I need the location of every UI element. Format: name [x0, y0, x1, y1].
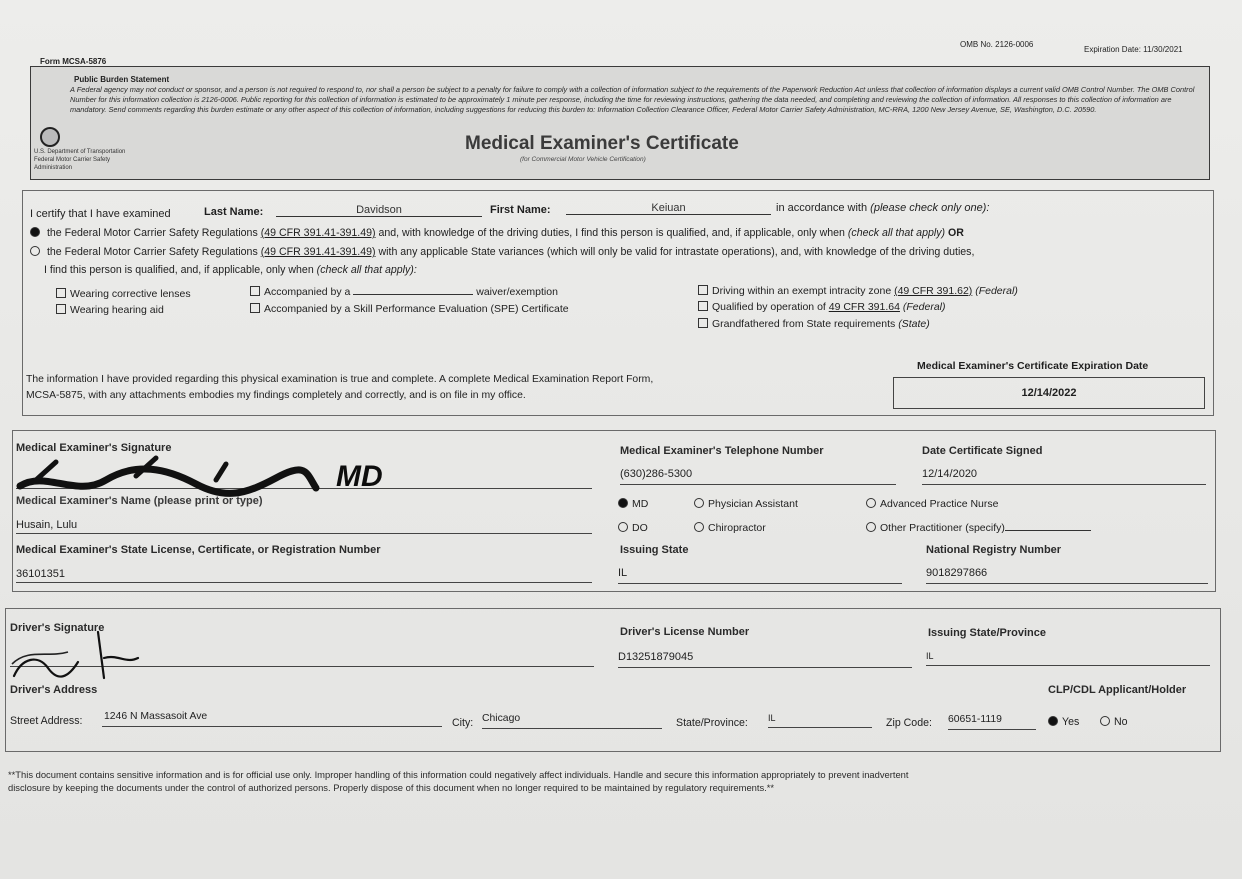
zip-field[interactable]: 60651-1119: [948, 714, 1036, 730]
intracity-label: Driving within an exempt intracity zone: [712, 285, 892, 297]
issuing-state-label: Issuing State: [620, 544, 689, 556]
hearing-aid-checkbox[interactable]: [56, 304, 66, 314]
burden-text: A Federal agency may not conduct or sponsor, and a person is not required to respond to, nor shall a person be subject to a penalty for failure to comply with a collection of information subject to the requirements of the Paperwork Reduction Act unless that collection of information displays a current valid OMB Control Number. The OMB Control Number for this information collection is 2126-0006. Public reporting for this collection of information is estimated to be approximately 1 minute per response, including the time for reviewing instructions, gathering the data needed, and completing and reviewing the collection of information. All responses to this collection of information are mandatory. Send comments regarding this burden estimate or any other aspect of this collection of information, including suggestions for reducing this burden to: Information Collection Clearance Officer, Federal Motor Carrier Safety Administration, MC-RRA, 1200 New Jersey Avenue, SE, Washington, D.C. 20590.: [70, 85, 1195, 114]
examiner-phone-label: Medical Examiner's Telephone Number: [620, 445, 824, 457]
cond-grandfathered[interactable]: [698, 318, 930, 330]
cond-intracity[interactable]: [698, 285, 1018, 297]
do-label: DO: [632, 522, 648, 534]
type-md[interactable]: [618, 498, 648, 510]
attestation-line2: MCSA-5875, with any attachments embodies my findings completely and correctly, and is on file in my office.: [26, 390, 526, 401]
intracity-ref: (49 CFR 391.62): [894, 285, 973, 297]
city-field[interactable]: Chicago: [482, 713, 662, 729]
type-do[interactable]: [618, 522, 648, 534]
grandfathered-note: (State): [898, 318, 930, 330]
registry-field[interactable]: 9018297866: [926, 567, 1208, 584]
qualified-op-ref: 49 CFR 391.64: [828, 301, 900, 313]
expiration-date-field[interactable]: 12/14/2022: [893, 377, 1205, 409]
state-radio[interactable]: [30, 246, 40, 256]
other-label: Other Practitioner (specify): [880, 522, 1005, 534]
option1-note: (check all that apply): [847, 227, 946, 239]
clp-no[interactable]: [1100, 716, 1128, 728]
option2-line2: [44, 264, 417, 276]
registry-label: National Registry Number: [926, 544, 1062, 556]
examiner-phone-field[interactable]: (630)286-5300: [620, 468, 896, 485]
burden-title: Public Burden Statement: [74, 75, 170, 84]
form-expiration: Expiration Date: 11/30/2021: [1084, 45, 1183, 54]
clp-yes-label: Yes: [1062, 716, 1080, 728]
clp-cdl-label: CLP/CDL Applicant/Holder: [1048, 684, 1187, 696]
option1-or: OR: [947, 227, 964, 239]
form-number: Form MCSA-5876: [40, 57, 107, 66]
cond-corrective-lenses[interactable]: [56, 288, 191, 300]
date-signed-label: Date Certificate Signed: [922, 445, 1043, 457]
qualified-op-label: Qualified by operation of: [712, 301, 826, 313]
spe-checkbox[interactable]: [250, 303, 260, 313]
option-federal[interactable]: [30, 227, 964, 239]
street-label: Street Address:: [10, 715, 83, 727]
option2-prefix: the Federal Motor Carrier Safety Regulations: [46, 246, 258, 258]
accompanied-label: Accompanied by a: [264, 286, 351, 298]
accompanied-checkbox[interactable]: [250, 286, 260, 296]
first-name-field[interactable]: Keiuan: [566, 202, 771, 215]
examiner-signature-md: MD: [336, 460, 383, 493]
dot-logo-icon: [40, 127, 60, 147]
notice-line1: **This document contains sensitive information and is for official use only. Improper handling of this information could negatively affect individuals. Handle and secure this information appropriately to prevent inadvertent: [8, 769, 909, 780]
date-signed-field[interactable]: 12/14/2020: [922, 468, 1206, 485]
examiner-name-label: Medical Examiner's Name (please print or type): [16, 495, 263, 507]
other-radio[interactable]: [866, 522, 876, 532]
attestation-line1: The information I have provided regarding this physical examination is true and complete. A complete Medical Examination Report Form,: [26, 374, 654, 385]
driver-state-label: Issuing State/Province: [928, 627, 1046, 639]
intracity-checkbox[interactable]: [698, 285, 708, 295]
driver-signature-label: Driver's Signature: [10, 622, 105, 634]
cond-qualified-operation[interactable]: [698, 301, 946, 313]
pa-radio[interactable]: [694, 498, 704, 508]
street-field[interactable]: 1246 N Massasoit Ave: [102, 711, 442, 727]
qualified-op-note: (Federal): [902, 301, 946, 313]
accordance-note: (please check only one):: [870, 202, 990, 214]
sensitive-info-notice: [8, 768, 1234, 794]
option1-prefix: the Federal Motor Carrier Safety Regulations: [46, 227, 258, 239]
option-state[interactable]: [30, 246, 974, 258]
city-label: City:: [452, 717, 474, 729]
expiration-date-label: Medical Examiner's Certificate Expiration Date: [917, 360, 1149, 372]
md-label: MD: [632, 498, 649, 510]
option2-note: (check all that apply):: [316, 264, 417, 276]
accordance-label: in accordance with: [776, 202, 868, 214]
state-prov-label: State/Province:: [676, 717, 748, 729]
do-radio[interactable]: [618, 522, 628, 532]
waiver-label: waiver/exemption: [476, 286, 558, 298]
type-pa[interactable]: [694, 498, 798, 510]
pa-label: Physician Assistant: [708, 498, 798, 510]
state-prov-field[interactable]: IL: [768, 713, 872, 728]
cond-accompanied[interactable]: [250, 286, 558, 298]
accompanied-blank[interactable]: [353, 294, 473, 295]
intracity-note: (Federal): [975, 285, 1018, 297]
cond-spe[interactable]: [250, 303, 569, 315]
examiner-license-field[interactable]: 36101351: [16, 568, 592, 583]
clp-yes[interactable]: [1048, 716, 1079, 728]
certificate-subtitle: (for Commercial Motor Vehicle Certification): [520, 156, 646, 163]
apn-label: Advanced Practice Nurse: [880, 498, 999, 510]
last-name-label: Last Name:: [204, 206, 264, 218]
driver-address-label: Driver's Address: [10, 684, 98, 696]
driver-state-field[interactable]: IL: [926, 651, 1210, 666]
option1-text: and, with knowledge of the driving duties, I find this person is qualified, and, if applicable, only when: [378, 227, 845, 239]
issuing-state-field[interactable]: IL: [618, 567, 902, 584]
type-other[interactable]: [866, 522, 1091, 534]
grandfathered-label: Grandfathered from State requirements: [712, 318, 896, 330]
option2-ref: (49 CFR 391.41-391.49): [260, 246, 376, 258]
qualified-op-checkbox[interactable]: [698, 301, 708, 311]
option2-text: with any applicable State variances (which will only be valid for intrastate operations), and, with knowledge of the driving duties,: [378, 246, 975, 258]
zip-label: Zip Code:: [886, 717, 932, 729]
chiro-label: Chiropractor: [708, 522, 766, 534]
certify-intro: I certify that I have examined: [30, 208, 171, 220]
driver-signature-drawing: [8, 628, 158, 688]
apn-radio[interactable]: [866, 498, 876, 508]
clp-yes-radio[interactable]: [1048, 716, 1058, 726]
grandfathered-checkbox[interactable]: [698, 318, 708, 328]
driver-license-field[interactable]: D13251879045: [618, 651, 912, 668]
option2-line2-text: I find this person is qualified, and, if applicable, only when: [44, 264, 314, 276]
driver-signature[interactable]: [8, 628, 158, 688]
corrective-lenses-checkbox[interactable]: [56, 288, 66, 298]
notice-line2: disclosure by keeping the documents under the control of authorized persons. Properly dispose of this document when no longer required to be maintained by regulatory requirements.**: [8, 782, 775, 793]
corrective-lenses-label: Wearing corrective lenses: [70, 288, 191, 300]
last-name-field[interactable]: Davidson: [276, 204, 482, 217]
accordance-text: [776, 202, 989, 214]
examiner-license-label: Medical Examiner's State License, Certificate, or Registration Number: [16, 544, 381, 556]
hearing-aid-label: Wearing hearing aid: [70, 304, 164, 316]
examiner-signature-label: Medical Examiner's Signature: [16, 442, 172, 454]
type-apn[interactable]: [866, 498, 998, 510]
federal-radio[interactable]: [30, 227, 40, 237]
clp-no-label: No: [1114, 716, 1128, 728]
type-chiro[interactable]: [694, 522, 766, 534]
agency-name: U.S. Department of Transportation Federal Motor Carrier Safety Administration: [34, 149, 126, 171]
chiro-radio[interactable]: [694, 522, 704, 532]
first-name-label: First Name:: [490, 204, 551, 216]
spe-label: Accompanied by a Skill Performance Evaluation (SPE) Certificate: [264, 303, 569, 315]
cond-hearing-aid[interactable]: [56, 304, 164, 316]
clp-no-radio[interactable]: [1100, 716, 1110, 726]
certificate-title: Medical Examiner's Certificate: [465, 133, 739, 154]
examiner-name-field[interactable]: Husain, Lulu: [16, 519, 592, 534]
driver-license-label: Driver's License Number: [620, 626, 750, 638]
md-radio[interactable]: [618, 498, 628, 508]
other-specify-blank[interactable]: [1005, 530, 1091, 531]
option1-ref: (49 CFR 391.41-391.49): [260, 227, 376, 239]
omb-number: OMB No. 2126-0006: [960, 40, 1034, 49]
